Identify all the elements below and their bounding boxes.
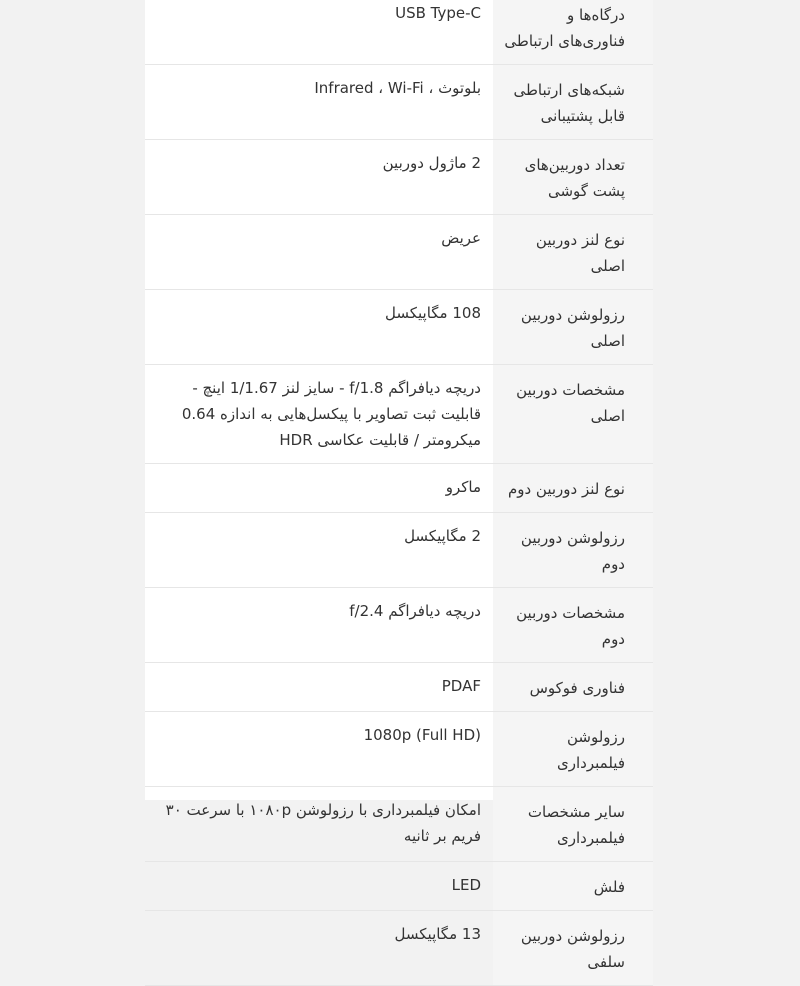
spec-label: رزولوشن دوربین اصلی bbox=[493, 290, 653, 364]
spec-label: سایر مشخصات فیلمبرداری bbox=[493, 787, 653, 861]
spec-label: فلش bbox=[493, 862, 653, 910]
spec-sheet bbox=[145, 0, 653, 971]
spec-table bbox=[145, 0, 653, 986]
spec-label: نوع لنز دوربین دوم bbox=[493, 464, 653, 512]
spec-label: شبکه‌های ارتباطی قابل پشتیبانی bbox=[493, 65, 653, 139]
spec-value: 108 مگاپیکسل bbox=[384, 304, 481, 322]
spec-value: امکان فیلمبرداری با رزولوشن ۱۰۸۰p با سرعت ۳۰ فریم بر ثانیه bbox=[165, 801, 481, 845]
spec-value: LED bbox=[451, 876, 481, 894]
spec-row-main-camera-details bbox=[145, 365, 653, 464]
spec-value: دریچه دیافراگم f/2.4 bbox=[349, 602, 481, 620]
spec-row-second-lens-type bbox=[145, 464, 653, 513]
spec-label: مشخصات دوربین اصلی bbox=[493, 365, 653, 463]
spec-row-rear-camera-count bbox=[145, 140, 653, 215]
spec-row-main-lens-type bbox=[145, 215, 653, 290]
spec-value: 13 مگاپیکسل bbox=[394, 925, 481, 943]
spec-row-flash bbox=[145, 862, 653, 911]
spec-value: USB Type-C bbox=[395, 4, 481, 22]
spec-label: رزولوشن دوربین دوم bbox=[493, 513, 653, 587]
spec-row-main-resolution bbox=[145, 290, 653, 365]
spec-row-second-resolution bbox=[145, 513, 653, 588]
spec-value: عریض bbox=[441, 229, 481, 247]
spec-label: تعداد دوربین‌های پشت گوشی bbox=[493, 140, 653, 214]
spec-value: بلوتوث ، Infrared ، Wi-Fi bbox=[314, 79, 481, 97]
spec-label: رزولوشن دوربین سلفی bbox=[493, 911, 653, 985]
spec-label: درگاه‌ها و فناوری‌های ارتباطی bbox=[493, 0, 653, 64]
spec-row-video-resolution bbox=[145, 712, 653, 787]
spec-value: 2 ماژول دوربین bbox=[382, 154, 481, 172]
spec-row-selfie-resolution bbox=[145, 911, 653, 986]
spec-label: رزولوشن فیلمبرداری bbox=[493, 712, 653, 786]
spec-label: فناوری فوکوس bbox=[493, 663, 653, 711]
spec-value: 2 مگاپیکسل bbox=[404, 527, 481, 545]
spec-row-ports bbox=[145, 0, 653, 65]
spec-label: مشخصات دوربین دوم bbox=[493, 588, 653, 662]
spec-row-networks bbox=[145, 65, 653, 140]
spec-row-focus-tech bbox=[145, 663, 653, 712]
spec-value: ماکرو bbox=[445, 478, 481, 496]
spec-value: 1080p (Full HD) bbox=[363, 726, 481, 744]
spec-label: نوع لنز دوربین اصلی bbox=[493, 215, 653, 289]
spec-value: PDAF bbox=[441, 677, 481, 695]
spec-row-video-other bbox=[145, 787, 653, 862]
spec-value: دریچه دیافراگم f/1.8 - سایز لنز 1/1.67 اینچ - قابلیت ثبت تصاویر با پیکسل‌هایی به اندازه 0.64 میکرومتر / قابلیت عکاسی HDR bbox=[181, 379, 481, 449]
spec-row-second-camera-details bbox=[145, 588, 653, 663]
